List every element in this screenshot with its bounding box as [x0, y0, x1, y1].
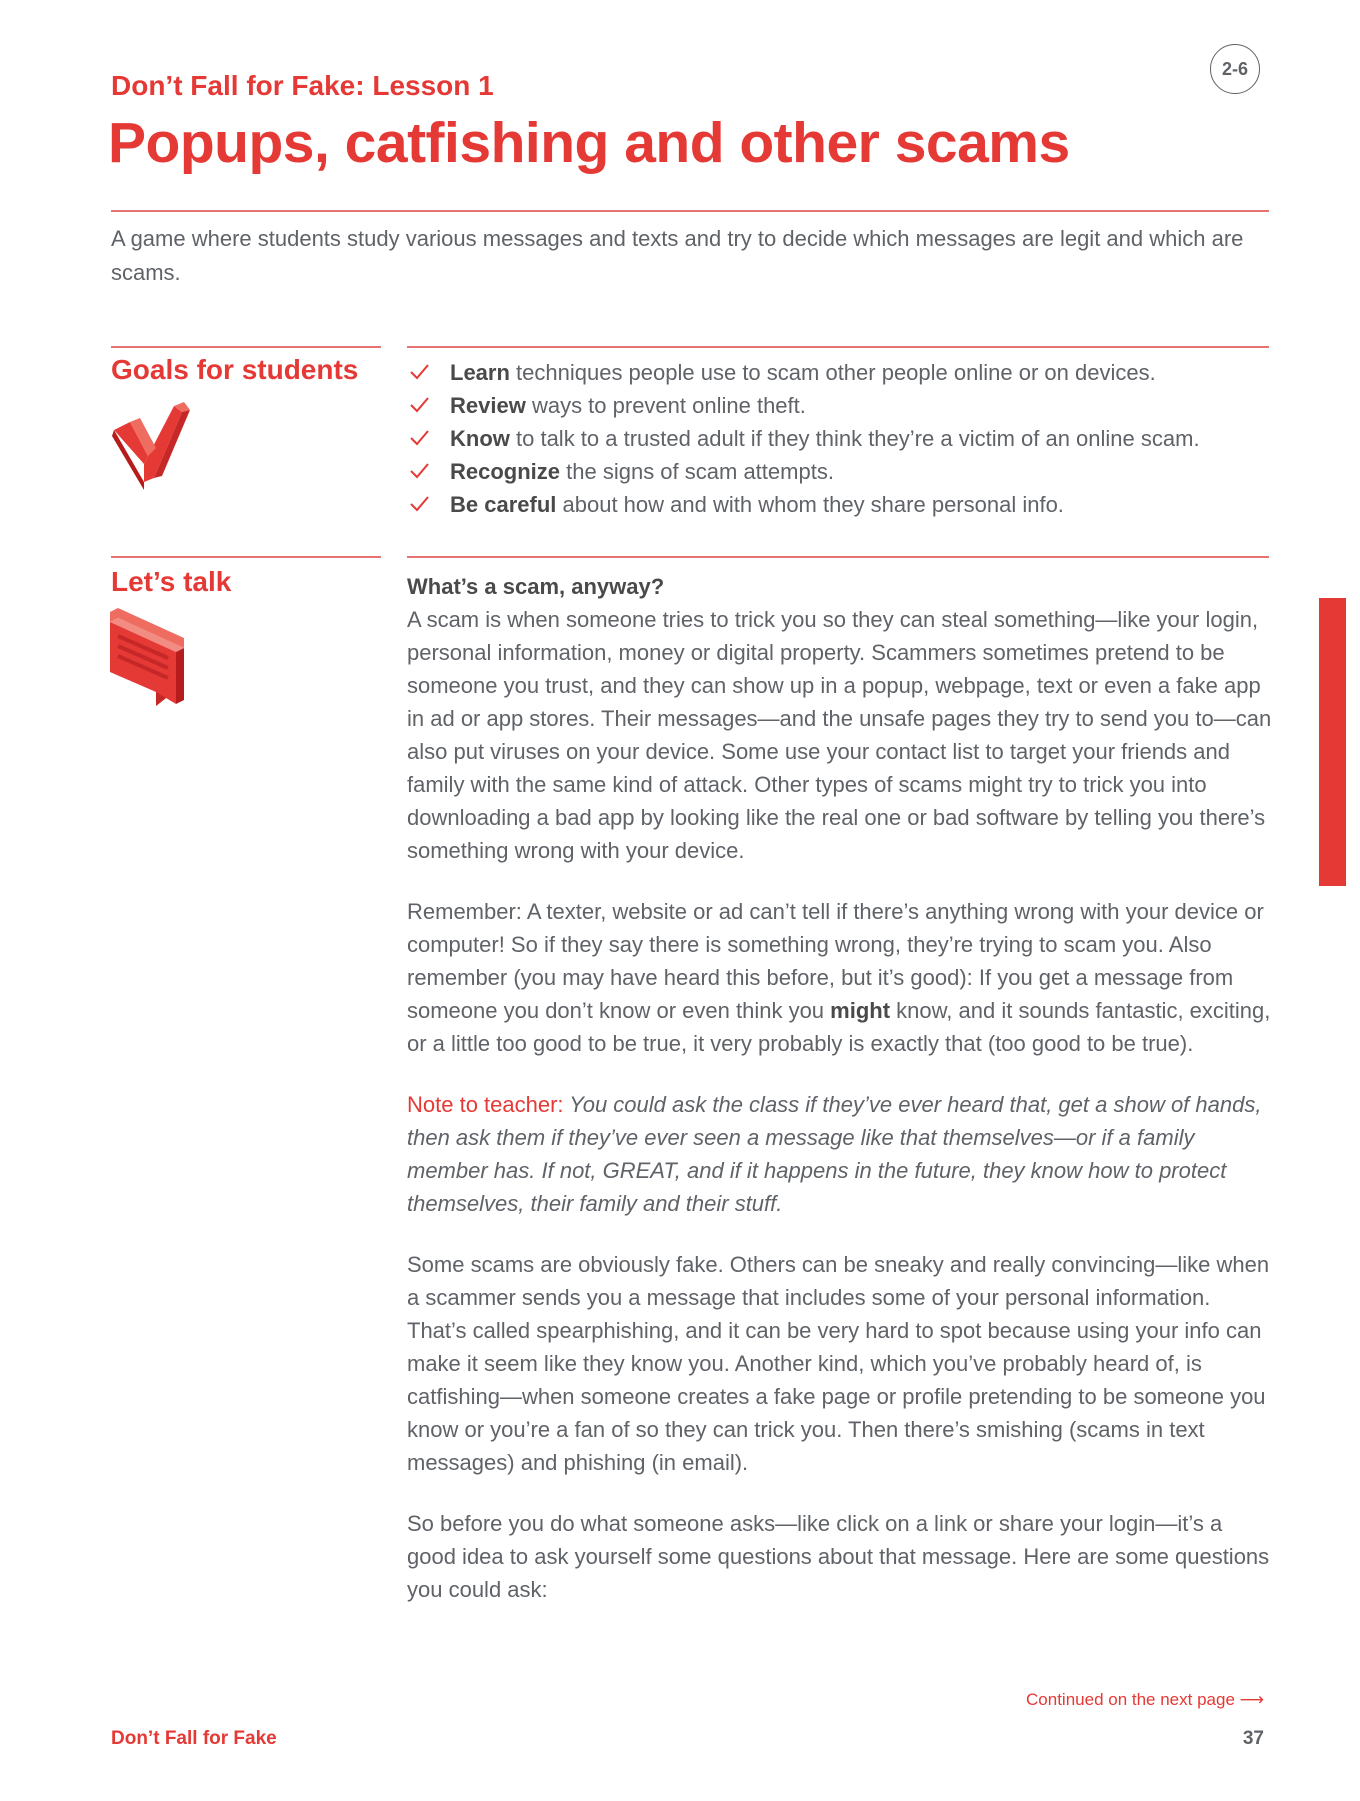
- goal-text: to talk to a trusted adult if they think they’re a victim of an online scam.: [509, 426, 1200, 451]
- check-icon: [408, 394, 430, 416]
- goal-text: techniques people use to scam other people online or on devices.: [509, 360, 1156, 385]
- teacher-note: [407, 1088, 1272, 1220]
- goals-left-divider: [111, 346, 381, 348]
- check-icon: [408, 493, 430, 515]
- talk-body: [407, 570, 1272, 1634]
- checkmark-icon: [110, 400, 190, 490]
- goal-item: [408, 488, 1268, 521]
- title-divider: [111, 210, 1269, 212]
- footer-title: Don’t Fall for Fake: [111, 1728, 277, 1749]
- talk-right-divider: [407, 556, 1269, 558]
- teacher-note-label: Note to teacher:: [407, 1092, 564, 1117]
- talk-paragraph-1: [407, 570, 1272, 867]
- goal-keyword: Learn: [450, 360, 510, 385]
- goal-keyword: Be careful: [450, 492, 557, 517]
- talk-paragraph-2a: Remember: A texter, website or ad can’t tell if there’s anything wrong with your device or computer! So if they say there is something wrong, they’re trying to scam you. Also remember (you may have heard this before, but it’s good): If you get a message from someone you don’t know or even think you: [407, 899, 1264, 1023]
- talk-left-divider: [111, 556, 381, 558]
- talk-paragraph-3: Some scams are obviously fake. Others can be sneaky and really convincing—like when a scammer sends you a message that includes some of your personal information. That’s called spearphishing, and it can be very hard to spot because using your info can make it seem like they know you. Another kind, which you’ve probably heard of, is catfishing—when someone creates a fake page or profile pretending to be someone you know or you’re a fan of so they can trick you. Then there’s smishing (scams in text messages) and phishing (in email).: [407, 1252, 1270, 1475]
- check-icon: [408, 361, 430, 383]
- check-icon: [408, 427, 430, 449]
- talk-heading: Let’s talk: [111, 566, 232, 597]
- page-number: 37: [1242, 1728, 1264, 1749]
- talk-paragraph-4: So before you do what someone asks—like click on a link or share your login—it’s a good idea to ask yourself some questions about that message. Here are some questions you could ask:: [407, 1511, 1270, 1602]
- continued-note: Continued on the next page ⟶: [1026, 1690, 1264, 1709]
- talk-paragraph-2b: know, and it sounds fantastic, exciting, or a little too good to be true, it very probably is exactly that (too good to be true).: [407, 998, 1271, 1056]
- talk-paragraph-2-bold: might: [830, 998, 891, 1023]
- goal-item: [408, 422, 1268, 455]
- goals-list: [408, 356, 1268, 521]
- page-title: Popups, catfishing and other scams: [108, 111, 1070, 175]
- goal-text: ways to prevent online theft.: [525, 393, 806, 418]
- goal-item: [408, 455, 1268, 488]
- goal-item: [408, 356, 1268, 389]
- goal-keyword: Recognize: [450, 459, 561, 484]
- goal-text: the signs of scam attempts.: [560, 459, 834, 484]
- lesson-label: Don’t Fall for Fake: Lesson 1: [111, 70, 494, 101]
- check-icon: [408, 460, 430, 482]
- goals-right-divider: [407, 346, 1269, 348]
- teacher-note-text: You could ask the class if they’ve ever heard that, get a show of hands, then ask them if they’ve ever seen a message like that themselves—or if a family member has. If not, GREAT, and if it happens in the future, they know how to protect themselves, their family and their stuff.: [407, 1092, 1262, 1216]
- goal-text: about how and with whom they share personal info.: [556, 492, 1064, 517]
- goal-keyword: Know: [450, 426, 510, 451]
- talk-paragraph-1-text: A scam is when someone tries to trick you so they can steal something—like your login, personal information, money or digital property. Scammers sometimes pretend to be someone you trust, and they can show up in a popup, webpage, text or even a fake app in ad or app stores. Their messages—and the unsafe pages they try to send you to—can also put viruses on your device. Some use your contact list to target your friends and family with the same kind of attack. Other types of scams might try to trick you into downloading a bad app by looking like the real one or bad software by telling you there’s something wrong with your device.: [407, 607, 1272, 863]
- talk-question: What’s a scam, anyway?: [407, 574, 665, 599]
- goal-keyword: Review: [450, 393, 526, 418]
- goals-heading: Goals for students: [111, 354, 359, 385]
- intro-text: A game where students study various messages and texts and try to decide which messages are legit and which are scams.: [111, 226, 1244, 285]
- speech-bubble-icon: [110, 608, 190, 713]
- talk-paragraph-2: [407, 895, 1272, 1060]
- goal-item: [408, 389, 1268, 422]
- grade-badge: 2-6: [1210, 44, 1260, 94]
- side-tab: [1319, 598, 1346, 886]
